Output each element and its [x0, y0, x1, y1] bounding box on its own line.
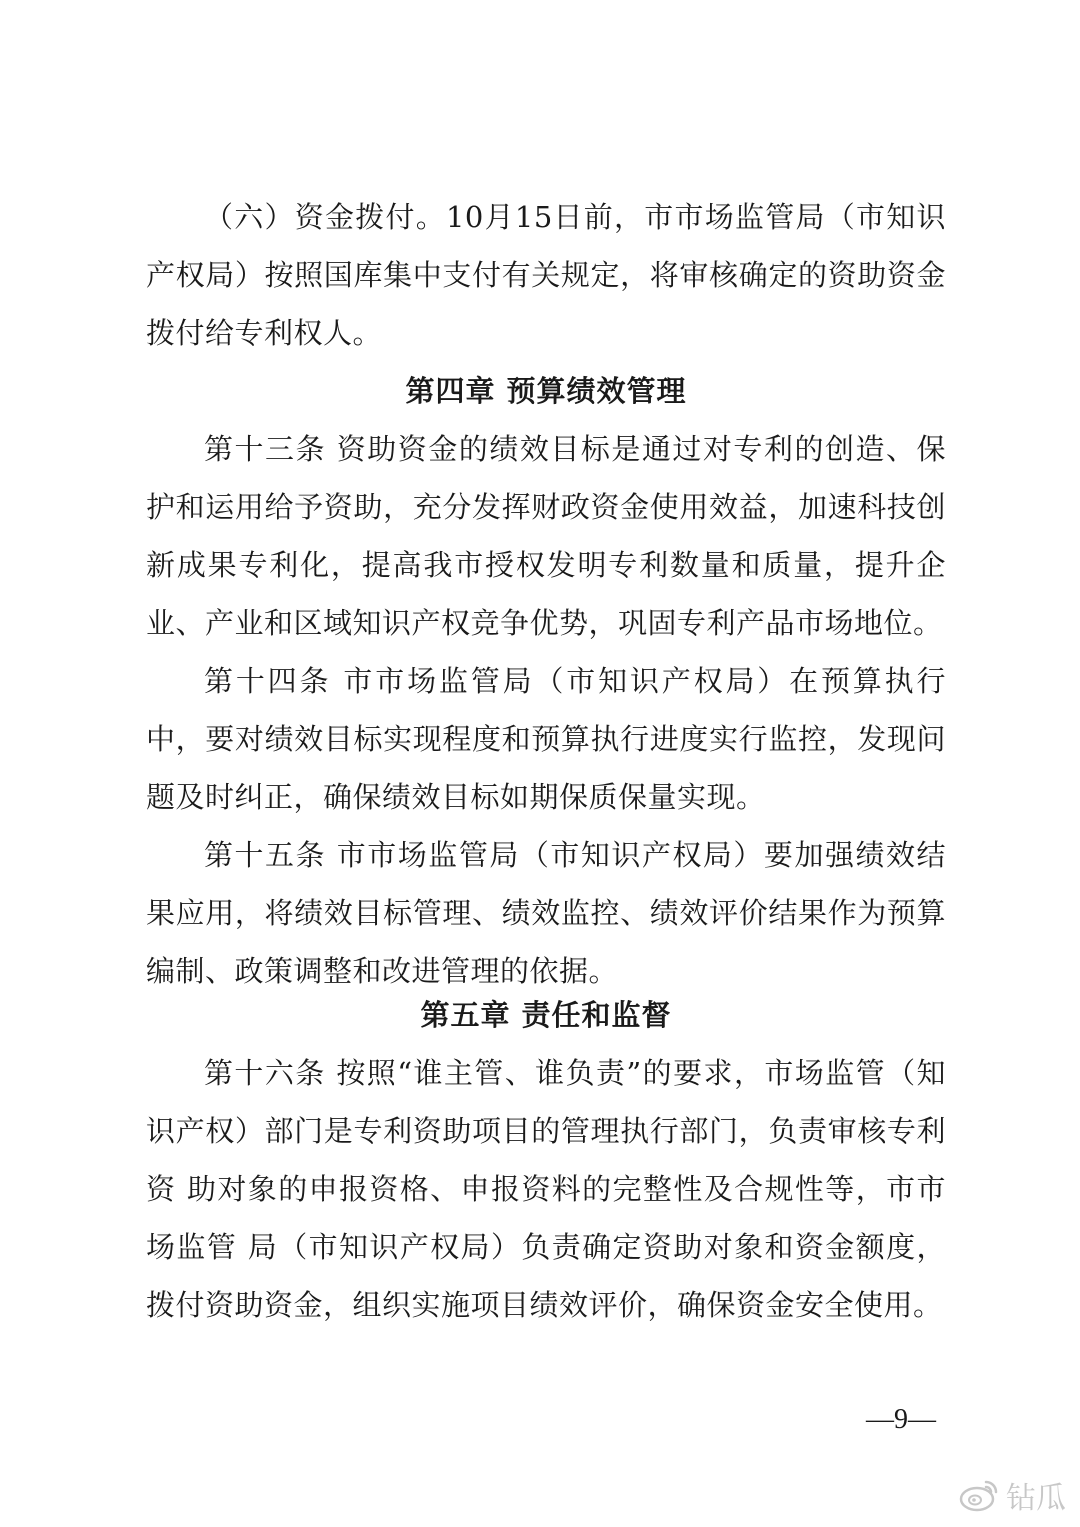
watermark — [958, 1473, 1066, 1517]
paragraph-article-14: 第十四条 市市场监管局（市知识产权局）在预算执行中，要对绩效目标实现程度和预算执行进度实行监控，发现问题及时纠正，确保绩效目标如期保质保量实现。 — [146, 664, 946, 814]
page-number: —9— — [866, 1404, 936, 1435]
chapter-heading-budget-performance: 第四章 预算绩效管理 — [405, 374, 687, 408]
chapter-heading-responsibility-supervision: 第五章 责任和监督 — [420, 998, 672, 1032]
watermark-text: 钻瓜 — [1006, 1481, 1066, 1516]
paragraph-article-13: 第十三条 资助资金的绩效目标是通过对专利的创造、保护和运用给予资助，充分发挥财政资金使用效益，加速科技创新成果专利化，提高我市授权发明专利数量和质量，提升企业、产业和区域知识产权竞争优势，巩固专利产品市场地位。 — [146, 432, 946, 640]
paragraph-article-16: 第十六条 按照“谁主管、谁负责”的要求，市场监管（知识产权）部门是专利资助项目的管理执行部门，负责审核专利资 助对象的申报资格、申报资料的完整性及合规性等，市市场监管 局（市知识产权局）负责确定资助对象和资金额度，拨付资助资金，组织实施项目绩效评价，确保资金安全使用。 — [146, 1056, 946, 1322]
weibo-icon — [958, 1478, 1000, 1512]
paragraph-fund-disbursement: （六）资金拨付。10月15日前，市市场监管局（市知识产权局）按照国库集中支付有关规定，将审核确定的资助资金拨付给专利权人。 — [146, 200, 946, 350]
paragraph-article-15: 第十五条 市市场监管局（市知识产权局）要加强绩效结果应用，将绩效目标管理、绩效监控、绩效评价结果作为预算编制、政策调整和改进管理的依据。 — [146, 838, 946, 988]
